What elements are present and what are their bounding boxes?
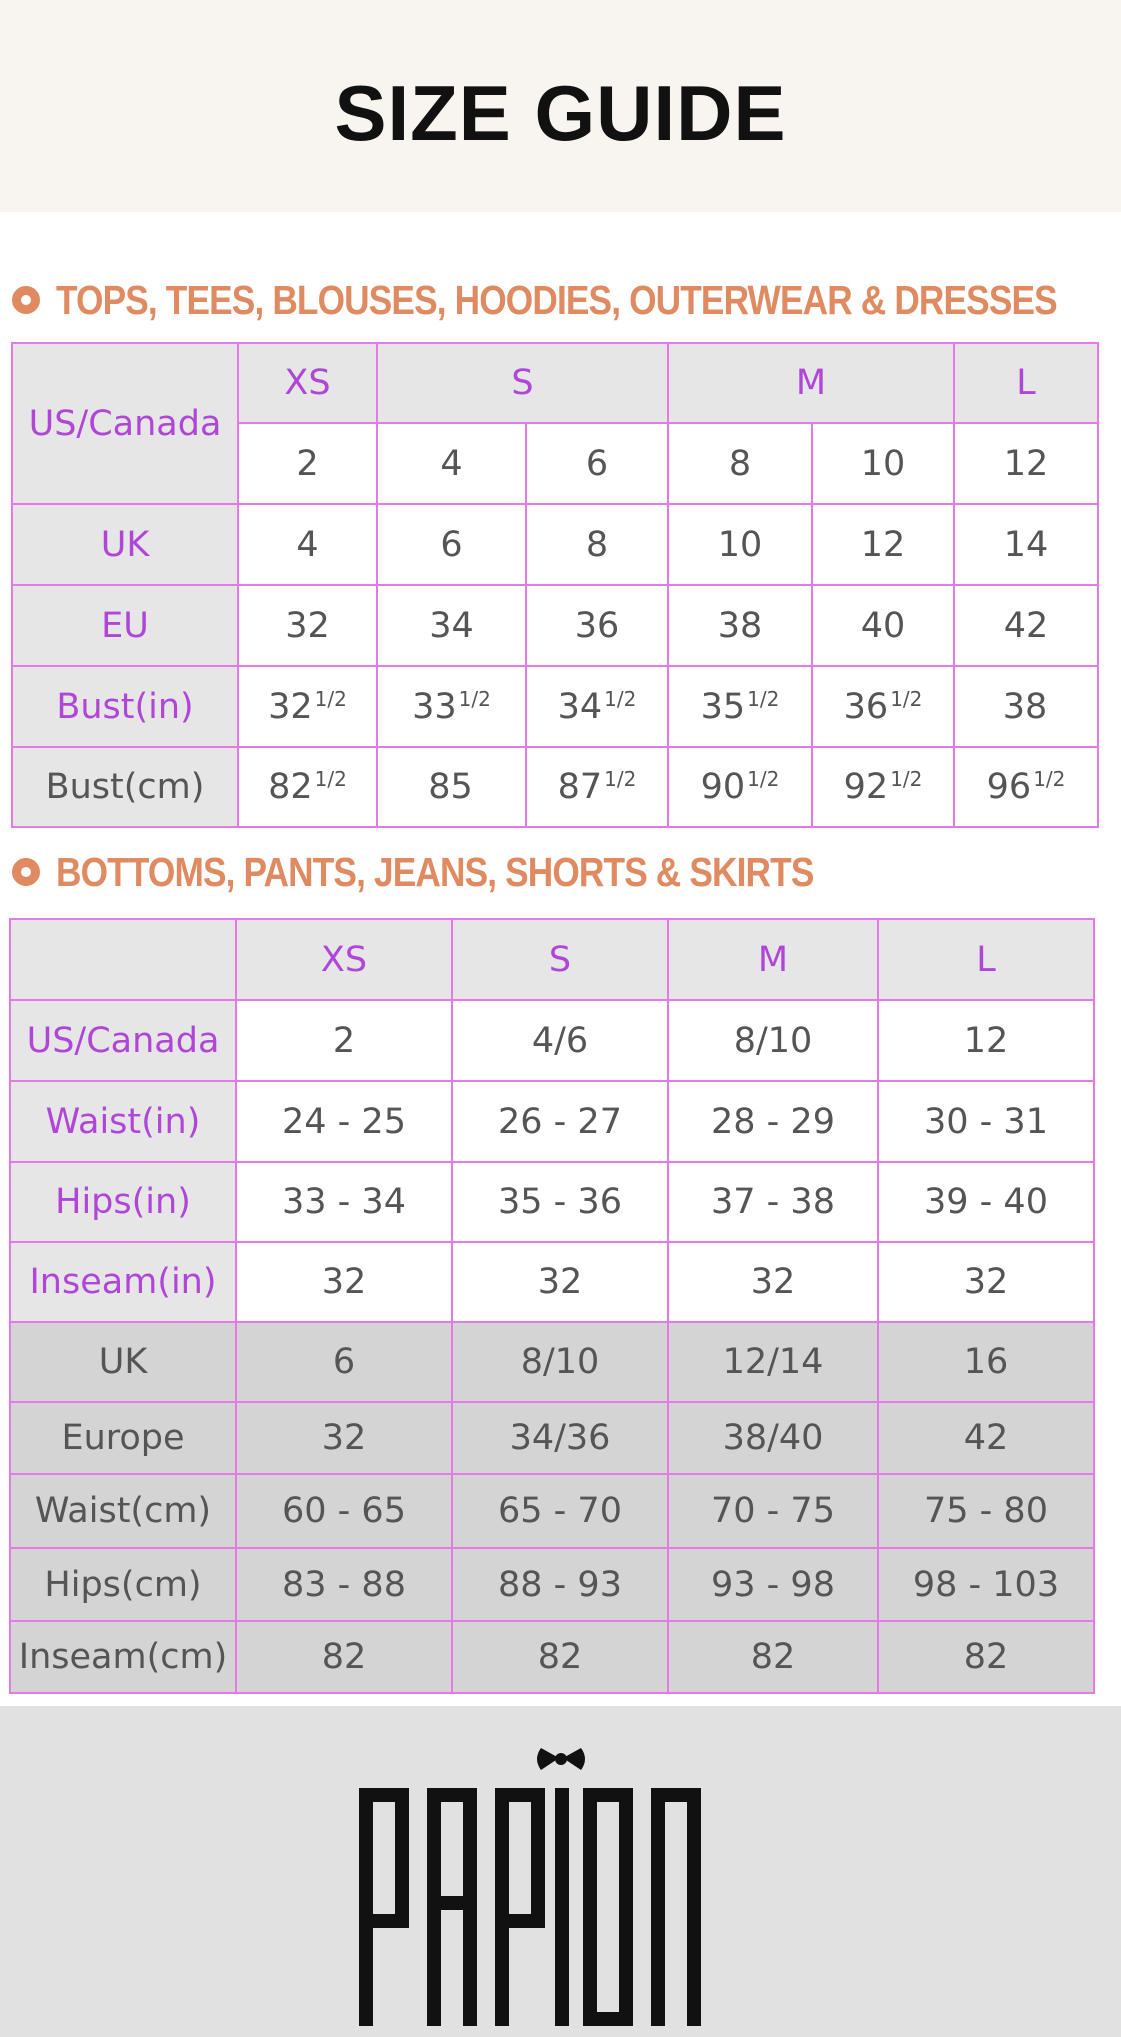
table-cell: 42: [878, 1402, 1094, 1474]
table-cell: 4/6: [452, 1000, 668, 1081]
table-cell: 34 $^{1/2}$: [526, 666, 668, 747]
row-label: Bust(cm): [12, 747, 238, 827]
table-row: [10, 1402, 1094, 1474]
table-cell: 82 $^{1/2}$: [238, 747, 377, 827]
table-cell: 85: [377, 747, 526, 827]
row-label: US/Canada: [10, 1000, 236, 1081]
size-header: M: [668, 343, 954, 423]
table-cell: 8/10: [668, 1000, 878, 1081]
table-cell: 42: [954, 585, 1098, 666]
tops-size-row: [12, 343, 1098, 423]
bottoms-size-table: [9, 918, 1095, 1694]
table-cell: 4: [377, 423, 526, 504]
table-cell: 88 - 93: [452, 1548, 668, 1621]
size-header: XS: [238, 343, 377, 423]
table-cell: 83 - 88: [236, 1548, 452, 1621]
table-cell: 38/40: [668, 1402, 878, 1474]
table-cell: 12: [878, 1000, 1094, 1081]
table-cell: 32 $^{1/2}$: [238, 666, 377, 747]
table-cell: 35 $^{1/2}$: [668, 666, 812, 747]
table-cell: 12/14: [668, 1322, 878, 1402]
size-header: L: [954, 343, 1098, 423]
table-cell: 32: [238, 585, 377, 666]
table-cell: 33 $^{1/2}$: [377, 666, 526, 747]
table-cell: 33 - 34: [236, 1162, 452, 1242]
table-cell: 14: [954, 504, 1098, 585]
row-label: Hips(cm): [10, 1548, 236, 1621]
table-cell: 6: [377, 504, 526, 585]
table-cell: 75 - 80: [878, 1474, 1094, 1548]
table-cell: 12: [812, 504, 954, 585]
table-cell: 32: [668, 1242, 878, 1322]
tops-size-table: [11, 342, 1099, 828]
table-cell: 32: [236, 1402, 452, 1474]
size-header: S: [377, 343, 668, 423]
size-header: XS: [236, 919, 452, 1000]
row-label: Hips(in): [10, 1162, 236, 1242]
bottoms-size-row: [10, 919, 1094, 1000]
table-cell: 82: [452, 1621, 668, 1693]
table-cell: 98 - 103: [878, 1548, 1094, 1621]
table-cell: 2: [238, 423, 377, 504]
tops-heading-text: TOPS, TEES, BLOUSES, HOODIES, OUTERWEAR & DRESSES: [56, 276, 1057, 323]
corner-cell: [10, 919, 236, 1000]
row-label: EU: [12, 585, 238, 666]
row-label: Waist(in): [10, 1081, 236, 1162]
header-band: [0, 0, 1121, 212]
table-cell: 4: [238, 504, 377, 585]
table-cell: 35 - 36: [452, 1162, 668, 1242]
bow-tie-icon: [537, 1748, 585, 1770]
row-label: US/Canada: [12, 343, 238, 504]
row-label: Bust(in): [12, 666, 238, 747]
table-cell: 38: [954, 666, 1098, 747]
table-cell: 10: [668, 504, 812, 585]
brand-logo: [0, 1736, 1121, 2031]
table-cell: 12: [954, 423, 1098, 504]
table-row: [10, 1162, 1094, 1242]
table-row: [12, 504, 1098, 585]
table-row: [10, 1474, 1094, 1548]
table-cell: 2: [236, 1000, 452, 1081]
table-cell: 65 - 70: [452, 1474, 668, 1548]
size-header: M: [668, 919, 878, 1000]
table-row: [12, 747, 1098, 827]
bullet-circle-icon: [12, 286, 40, 314]
table-cell: 32: [236, 1242, 452, 1322]
table-cell: 39 - 40: [878, 1162, 1094, 1242]
table-cell: 40: [812, 585, 954, 666]
row-label: UK: [10, 1322, 236, 1402]
table-cell: 6: [526, 423, 668, 504]
table-cell: 37 - 38: [668, 1162, 878, 1242]
papion-logo: [351, 1736, 771, 2026]
table-cell: 26 - 27: [452, 1081, 668, 1162]
table-cell: 36 $^{1/2}$: [812, 666, 954, 747]
size-header: L: [878, 919, 1094, 1000]
table-cell: 90 $^{1/2}$: [668, 747, 812, 827]
table-cell: 8/10: [452, 1322, 668, 1402]
table-cell: 92 $^{1/2}$: [812, 747, 954, 827]
table-cell: 30 - 31: [878, 1081, 1094, 1162]
table-cell: 93 - 98: [668, 1548, 878, 1621]
table-row: [10, 1081, 1094, 1162]
bottoms-section-heading: [12, 844, 937, 900]
table-cell: 96 $^{1/2}$: [954, 747, 1098, 827]
table-row: [12, 666, 1098, 747]
table-row: [10, 1242, 1094, 1322]
size-header: S: [452, 919, 668, 1000]
table-row: [10, 1621, 1094, 1693]
table-cell: 24 - 25: [236, 1081, 452, 1162]
table-cell: 70 - 75: [668, 1474, 878, 1548]
table-cell: 8: [526, 504, 668, 585]
row-label: Inseam(in): [10, 1242, 236, 1322]
table-cell: 82: [236, 1621, 452, 1693]
bullet-circle-icon: [12, 858, 40, 886]
table-cell: 34/36: [452, 1402, 668, 1474]
table-row: [10, 1000, 1094, 1081]
table-cell: 28 - 29: [668, 1081, 878, 1162]
bottoms-heading-text: BOTTOMS, PANTS, JEANS, SHORTS & SKIRTS: [56, 848, 814, 895]
table-cell: 16: [878, 1322, 1094, 1402]
table-row: [12, 585, 1098, 666]
table-cell: 6: [236, 1322, 452, 1402]
table-row: [10, 1548, 1094, 1621]
table-cell: 34: [377, 585, 526, 666]
table-cell: 8: [668, 423, 812, 504]
table-cell: 32: [878, 1242, 1094, 1322]
table-cell: 36: [526, 585, 668, 666]
table-row: [10, 1322, 1094, 1402]
table-cell: 32: [452, 1242, 668, 1322]
row-label: Europe: [10, 1402, 236, 1474]
table-cell: 60 - 65: [236, 1474, 452, 1548]
tops-section-heading: [12, 272, 1121, 328]
table-cell: 87 $^{1/2}$: [526, 747, 668, 827]
row-label: Inseam(cm): [10, 1621, 236, 1693]
page-title: SIZE GUIDE: [334, 69, 787, 157]
table-cell: 10: [812, 423, 954, 504]
table-cell: 38: [668, 585, 812, 666]
row-label: Waist(cm): [10, 1474, 236, 1548]
row-label: UK: [12, 504, 238, 585]
table-cell: 82: [878, 1621, 1094, 1693]
table-cell: 82: [668, 1621, 878, 1693]
